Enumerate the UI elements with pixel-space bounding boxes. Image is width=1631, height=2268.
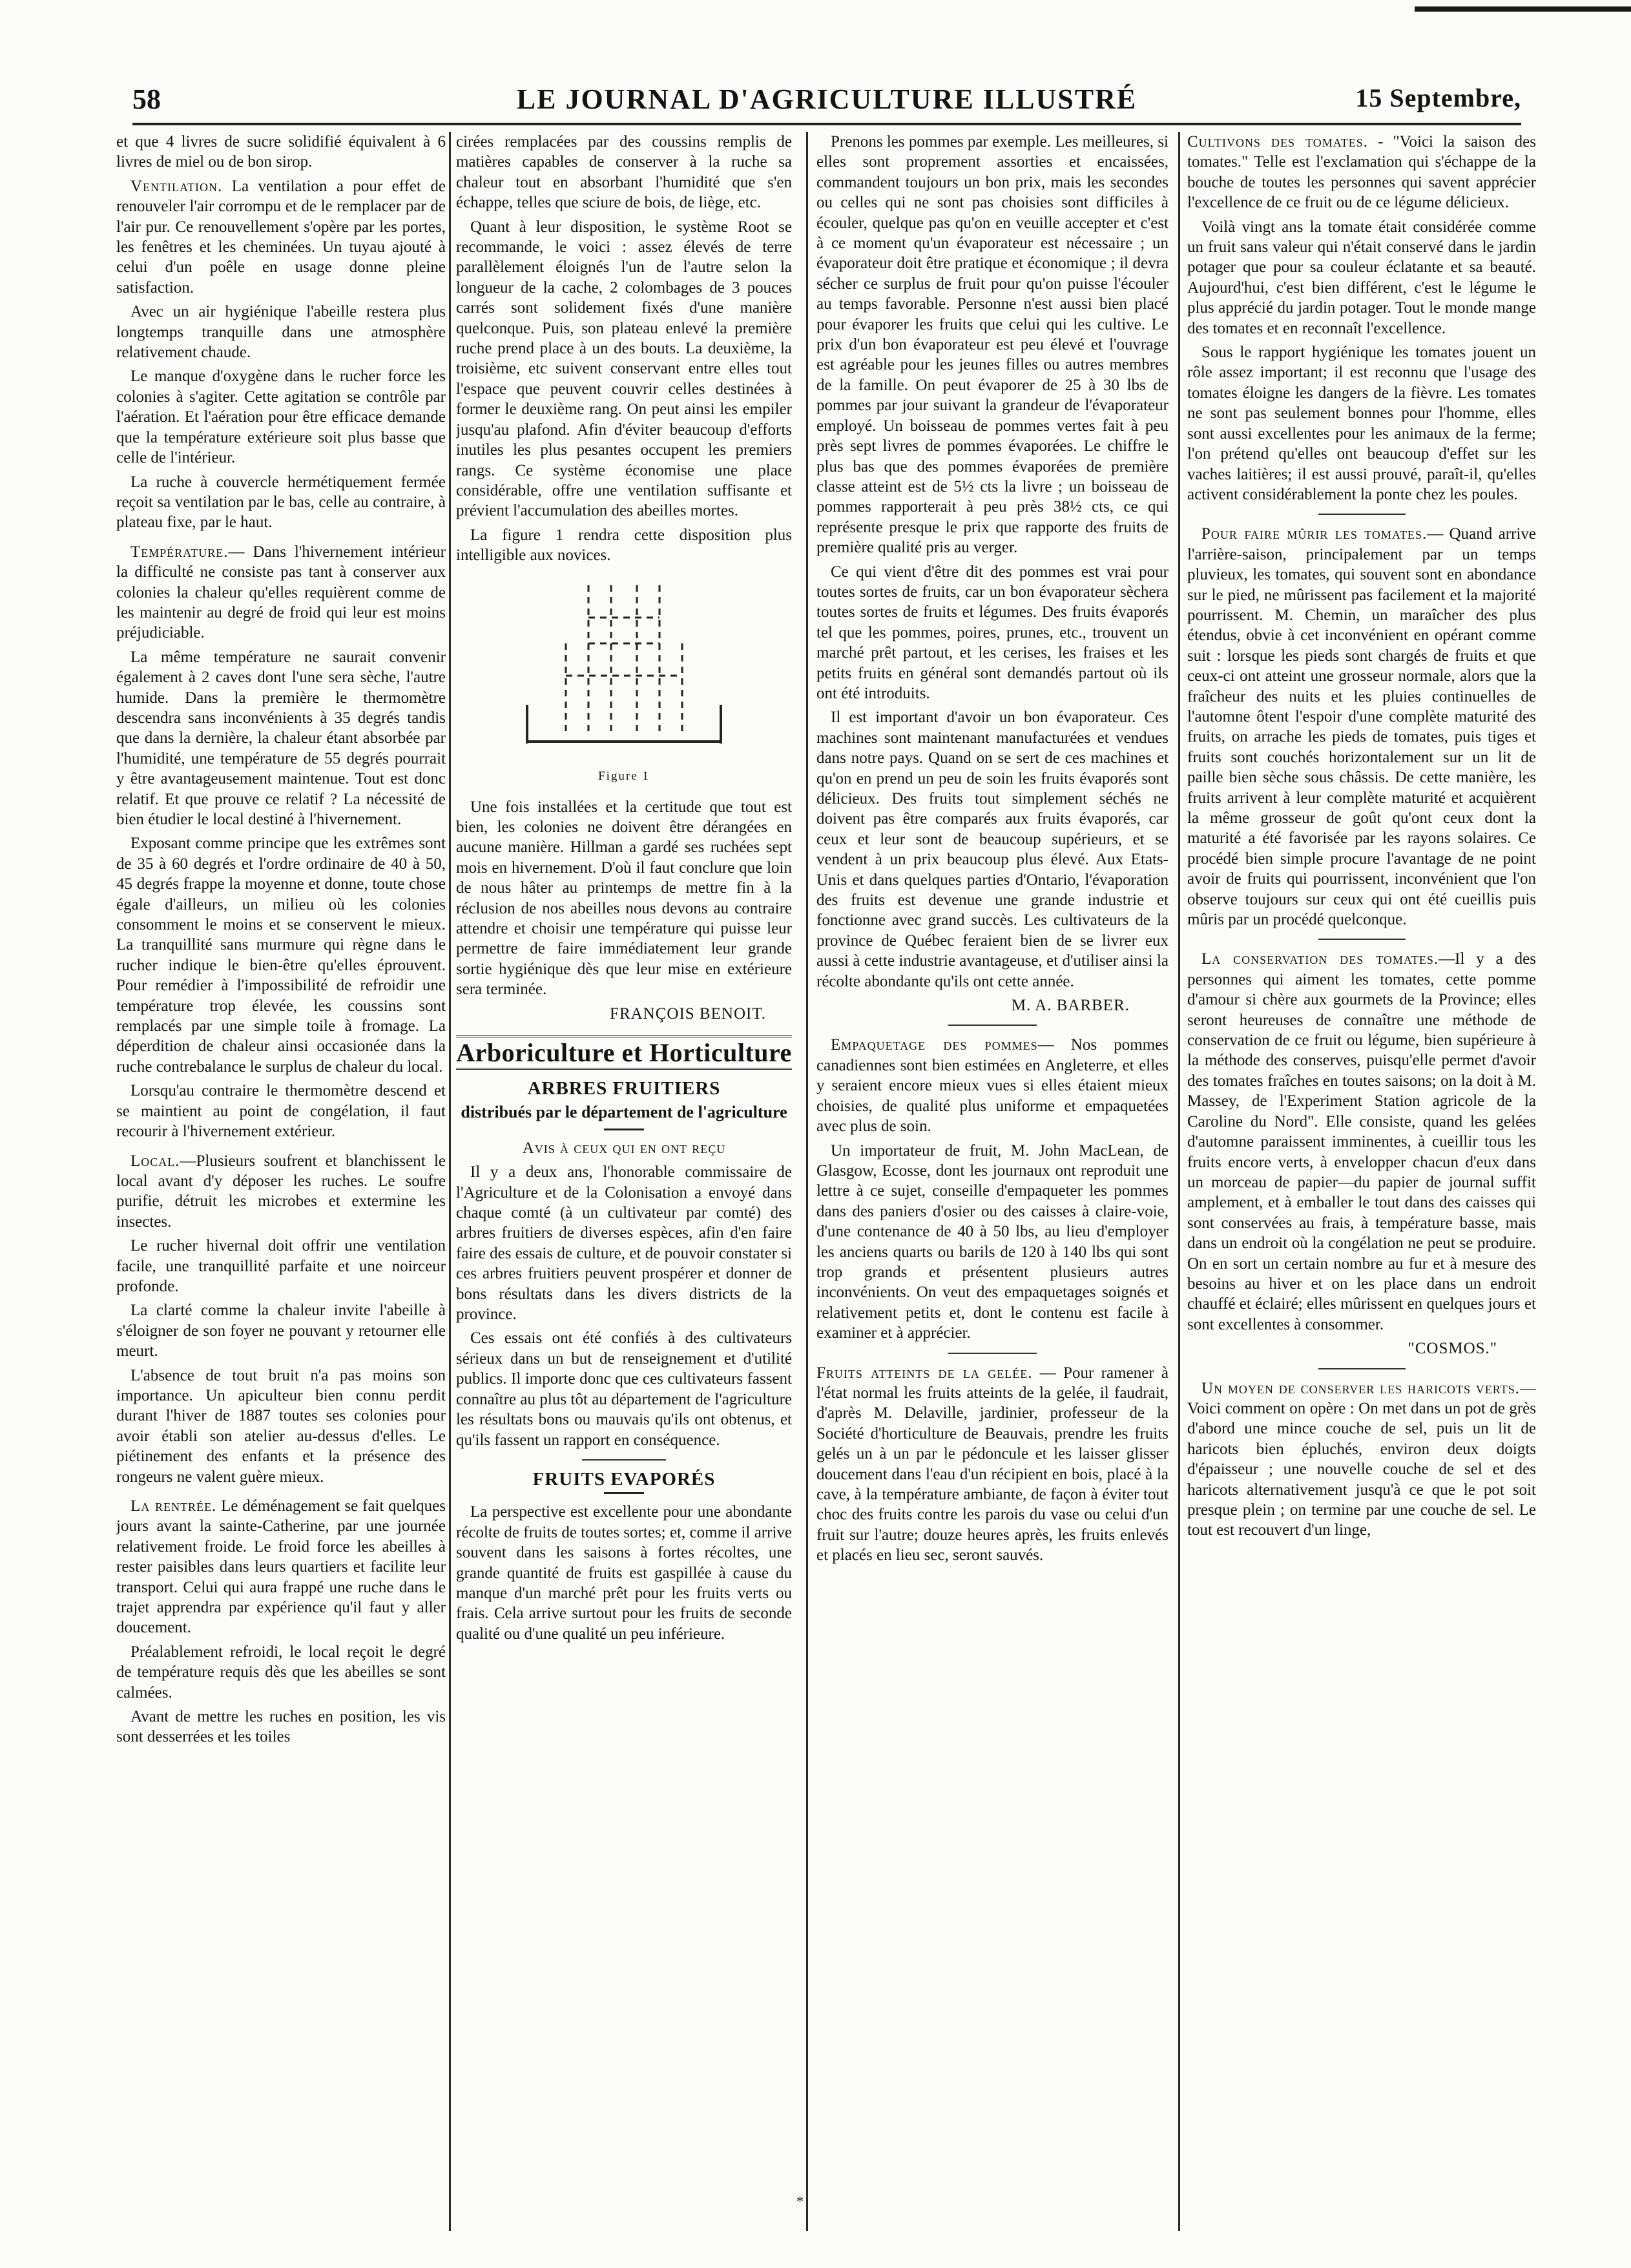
column-divider <box>1178 132 1180 2231</box>
paragraph-local <box>116 1151 446 1233</box>
paragraph: cirées remplacées par des coussins remplis de matières capables de conserver à la ruche sa chaleur tout en absorbant l'humidité que s'en échappe, telles que sciure de bois, de liège, etc. <box>456 133 792 212</box>
paragraph-text: —Il y a des personnes qui aiment les tomates, cette pomme d'amour si chère aux gourmets de la Province; elles seront heureuses de connaître une méthode de conservation de ce fruit ou légume, bien supérieure à la méthode des conserves, puisqu'elle permet d'avoir des tomates fraîches en toutes saisons; on la doit à M. Massey, de l'Experiment Station agricole de la Caroline du Nord". Elle consiste, quand les gelées d'automne paraissent imminentes, à cueillir tous les fruits encore verts, à envelopper chacun d'eux dans un morceau de papier—du papier de journal suffit amplement, et à emballer le tout dans des caisses qui sont conservées au frais, à température basse, mais dans un endroit où la congélation ne peut se produire. On en sort un certain nombre au fur et à mesure des besoins au hiver et on les place dans un endroit chauffé et éclairé; elles mûrissent en quelques jours et sont excellentes à consommer. <box>1187 950 1536 1333</box>
paragraph-heading: Fruits atteints de la gelée. <box>816 1364 1033 1382</box>
paragraph-heading: La rentrée. <box>130 1497 217 1515</box>
paragraph-heading: Ventilation. <box>130 177 223 195</box>
paragraph-empaquetage <box>816 1035 1169 1136</box>
paragraph-heading: Pour faire mûrir les tomates. <box>1201 525 1428 543</box>
paragraph-murir <box>1187 524 1536 930</box>
paragraph-cultivons <box>1187 132 1536 213</box>
paragraph-text: — Quand arrive l'arrière-saison, principalement par un temps pluvieux, les tomates, qui souvent sont en abondance sur le pied, ne mûrissent pas facilement et la majorité pourrissent. M. Chemin, un maraîcher des plus étendus, obvie à cet inconvénient en opérant comme suit : lorsque les pieds sont chargés de fruits et que ceux-ci ont atteint une grosseur normale, alors que la fraîcheur des nuits et les pluies continuelles de l'automne ôtent l'espoir d'une complète maturité des fruits, on arrache les pieds de tomates, puis tiges et fruits sont couchés horizontalement sur un lit de paille bien sèche sous châssis. De cette manière, les fruits arrivent à leur complète maturité et acquièrent la même grosseur de goût qu'ont ceux dont la maturité a été favorisée par les rayons solaires. Ce procédé bien simple procure l'avantage de ne point avoir de fruits qui pourrissent, inconvénient que l'on observe toujours sur ceux qui ont été cueillis puis mûris par un procédé quelconque. <box>1187 525 1536 929</box>
paragraph-text: — Nos pommes canadiennes sont bien estimées en Angleterre, et elles y seraient encore mieux vues si elles étaient mieux choisies, de qualité plus uniforme et empaquetées avec plus de soin. <box>816 1036 1169 1136</box>
paragraph: L'absence de tout bruit n'a pas moins son importance. Un apiculteur bien connu perdit durant l'hiver de 1887 toutes ses colonies pour avoir établi son atelier au-dessus d'elles. Le piétinement des enfants et la présence des rongeurs ne valent guère mieux. <box>116 1366 446 1486</box>
paragraph: Le manque d'oxygène dans le rucher force les colonies à s'agiter. Cette agitation se contrôle par l'aération. Et l'aération pour être efficace demande que la température extérieure soit plus basse que celle de l'intérieur. <box>116 368 446 467</box>
notice-heading: Avis à ceux qui en ont reçu <box>522 1139 726 1157</box>
figure-1 <box>456 572 792 792</box>
paragraph: Sous le rapport hygiénique les tomates jouent un rôle assez important; il est reconnu que l'usage des tomates éloigne les dangers de la fièvre. Les tomates ne sont pas seulement bonnes pour l'homme, elles sont aussi excellentes pour les animaux de la ferme; l'on prétend qu'elles ont beaucoup d'effet sur les vaches laitières; il est aussi prouvé, paraît-il, qu'elles activent considérablement la ponte chez les poules. <box>1187 344 1536 503</box>
column-4 <box>1187 132 1536 2231</box>
section-title: Arboriculture et Horticulture <box>456 1035 792 1070</box>
separator <box>1318 1368 1406 1369</box>
paragraph: Une fois installées et la certitude que tout est bien, les colonies ne doivent être dérangées en aucune manière. Hillman a gardé ses ruchées sept mois en hivernement. D'où il faut conclure que loin de nous hâter au printemps de mettre fin à la réclusion de nos abeilles nous devons au contraire attendre et choisir une température qui puisse leur permettre de faire immédiatement leur grande sortie hygiénique dès que leur mise en extérieure sera terminée. <box>456 798 792 999</box>
short-rule <box>604 1492 644 1494</box>
paragraph: La même température ne saurait convenir également à 2 caves dont l'une sera sèche, l'autre humide. Dans la première le thermomètre descendra sans inconvénients à 35 degrés tandis que dans la dernière, la chaleur étant absorbée par l'humidité, une température de 55 degrés pourrait y être avantageusement maintenue. Tout est donc relatif. Et que prouve ce relatif ? La nécessité de bien étudier le local destiné à l'hivernement. <box>116 648 446 828</box>
separator <box>1318 514 1406 515</box>
paragraph: Le rucher hivernal doit offrir une ventilation facile, une tranquillité parfaite et une noirceur profonde. <box>116 1237 446 1295</box>
paragraph-heading: Local. <box>130 1152 180 1170</box>
paragraph: Avec un air hygiénique l'abeille restera plus longtemps tranquille dans une atmosphère relativement chaude. <box>116 303 446 362</box>
paragraph-heading: Température. <box>130 543 229 561</box>
paragraph: Prenons les pommes par exemple. Les meilleures, si elles sont proprement assorties et encaissées, commandent toujours un bon prix, mais les secondes ou celles qui ne sont pas choisies sont difficiles à écouler, quelque pas qu'on en veuille accepter et c'est à ce moment qu'un évaporateur est nécessaire ; un évaporateur doit être pratique et économique ; il devra sécher ce surplus de fruit pour qu'on puisse l'écouler au temps favorable. Personne n'est aussi bien placé pour évaporer les fruits que celui qui les cultive. Le prix d'un bon évaporateur est peu élevé et l'ouvrage est agréable pour les jeunes filles ou autres membres de la famille. On peut évaporer de 25 à 30 lbs de pommes par jour suivant la grandeur de l'évaporateur employé. Un boisseau de pommes vertes fait à peu près sept livres de pommes évaporées. Le chiffre le plus bas que des pommes évaporées de première classe atteint est de 5½ cts la livre ; un boisseau de pommes rapporterait à peu près 38½ cts, ce qui représente presque le prix que rapporte des fruits de première qualité pris au verger. <box>816 133 1169 557</box>
article-subtitle: distribués par le département de l'agriculture <box>461 1102 787 1121</box>
paragraph-rentree <box>116 1496 446 1638</box>
paragraph: Il est important d'avoir un bon évaporateur. Ces machines sont maintenant manufacturées et vendues dans notre pays. Quand on se sert de ces machines et qu'on en prend un peu de soin les fruits évaporés sont délicieux. Des fruits tout simplement séchés ne doivent pas être comparés aux fruits évaporés, car ceux et leur sont de beaucoup supérieurs, et se vendent à un prix beaucoup plus élevé. Aux Etats-Unis et dans quelques parties d'Ontario, l'évaporation des fruits est devenue une grande industrie et fonctionne avec grand succès. Les cultivateurs de la province de Québec feraient bien de se livrer eux aussi à cette industrie avantageuse, et d'utiliser ainsi la récolte abondante qu'ils ont cette année. <box>816 709 1169 990</box>
paragraph-fruits-geles <box>816 1363 1169 1566</box>
paragraph-ventilation <box>116 176 446 298</box>
paragraph: Préalablement refroidi, le local reçoit le degré de température requis dès que les abeilles se sont calmées. <box>116 1643 446 1701</box>
separator <box>582 1459 666 1461</box>
short-rule <box>604 1129 644 1130</box>
author-signature: M. A. BARBER. <box>1011 997 1130 1015</box>
paragraph: Exposant comme principe que les extrêmes sont de 35 à 60 degrés et l'ordre ordinaire de 40 à 50, 45 degrés frappe la moyenne et donne, toute chose égale d'ailleurs, un milieu où les colonies consomment le moins et se conservent le mieux. La tranquillité sans murmure qui règne dans le rucher indique le bien-être qu'elles éprouvent. Pour remédier à l'impossibilité de refroidir une température trop élevée, les coussins sont remplacés par une simple toile à fromage. La déperdition de chaleur ainsi occasionée dans la ruche contrebalance le surplus de chaleur du local. <box>116 835 446 1076</box>
paragraph: Quant à leur disposition, le système Root se recommande, le voici : assez élevés de terre parallèlement éloignés l'un de l'autre selon la longueur de la cache, 2 colombages de 3 pouces carrés sont solidement fixés d'une manière quelconque. Puis, son plateau enlevé la première ruche prend place à un des bouts. La deuxième, la troisième, etc suivent conservant entre elles tout l'espace que peuvent couvrir celles destinées à former le deuxième rang. On peut ainsi les empiler jusqu'au plafond. Afin d'éviter beaucoup d'efforts inutiles les plus pesantes occupent les premiers rangs. Ce système économise une place considérable, offre une ventilation suffisante et prévient l'accumulation des abeilles mortes. <box>456 218 792 520</box>
hive-stack-diagram <box>508 572 740 766</box>
author-signature: "COSMOS." <box>1408 1340 1497 1358</box>
paragraph: Ces essais ont été confiés à des cultivateurs sérieux dans un but de renseignement et d'utilité publics. Il importe donc que ces cultivateurs fassent connaître au plus tôt au département de l'agriculture les résultats bons ou mauvais qu'ils ont obtenus, et qu'ils fassent un rapport en conséquence. <box>456 1329 792 1449</box>
column-3 <box>816 132 1169 2231</box>
paragraph: La perspective est excellente pour une abondante récolte de fruits de toutes sortes; et, comme il arrive souvent dans les saisons à fortes récoltes, une grande quantité de fruits est gaspillée à cause du manque d'un marché prêt pour les fruits verts ou frais. Cela arrive surtout pour les fruits de seconde qualité ou d'une qualité un peu inférieure. <box>456 1503 792 1643</box>
paragraph: Avant de mettre les ruches en position, les vis sont desserrées et les toiles <box>116 1708 446 1746</box>
paragraph-heading: Cultivons des tomates. <box>1187 133 1369 151</box>
header-rule <box>132 123 1521 125</box>
figure-caption: Figure 1 <box>598 769 650 783</box>
paragraph: La clarté comme la chaleur invite l'abeille à s'éloigner de son foyer ne pouvant y retourner elle meurt. <box>116 1302 446 1360</box>
article-title: ARBRES FRUITIERS <box>527 1078 721 1099</box>
page-number: 58 <box>132 83 161 115</box>
column-divider <box>449 132 451 2231</box>
author-signature: FRANÇOIS BENOIT. <box>610 1004 766 1023</box>
paragraph-text: - "Voici la saison des tomates." Telle est l'exclamation qui s'échappe de la bouche de toutes les personnes qui savent apprécier l'excellence de ce fruit ou de ce légume délicieux. <box>1187 133 1536 212</box>
separator <box>948 1025 1036 1026</box>
paragraph-heading: La conservation des tomates. <box>1201 950 1439 968</box>
paragraph-haricots <box>1187 1378 1536 1541</box>
paragraph: Lorsqu'au contraire le thermomètre descend et se maintient au point de congélation, il faut recourir à l'hivernement extérieur. <box>116 1082 446 1141</box>
article-title: FRUITS EVAPORÉS <box>532 1468 716 1490</box>
column-1 <box>116 132 446 2231</box>
footer-mark: * <box>796 2193 804 2209</box>
paragraph: La ruche à couvercle hermétiquement fermée reçoit sa ventilation par le bas, celle au contraire, à plateau fixe, par le haut. <box>116 473 446 532</box>
separator <box>1318 939 1406 940</box>
paragraph-heading: Empaquetage des pommes <box>831 1036 1038 1054</box>
paragraph: Ce qui vient d'être dit des pommes est vrai pour toutes sortes de fruits, car un bon évaporateur sèchera toutes sortes de fruits et légumes. Des fruits évaporés tel que les pommes, poires, prunes, etc., trouvent un marché prêt partout, et les cerises, les fraises et les petits fruits en général sont demandés partout où ils ont été introduits. <box>816 563 1169 702</box>
paragraph-text: — Pour ramener à l'état normal les fruits atteints de la gelée, il faudrait, d'après M. Delaville, jardinier, professeur de la Société d'horticulture de Beauvais, prendre les fruits gelés un à un par le pédoncule et les laisser glisser doucement dans l'eau d'un récipient en bois, placé à la cave, à la température ambiante, de façon à éviter tout choc des fruits contre les parois du vase ou celui d'un fruit sur l'autre; douze heures après, les fruits enlevés et placés en lieu sec, seront sauvés. <box>816 1364 1169 1565</box>
paragraph: Un importateur de fruit, M. John MacLean, de Glasgow, Ecosse, dont les journaux ont reproduit une lettre à ce sujet, conseille d'empaqueter les pommes dans des paniers d'osier ou des caisses à claire-voie, d'une contenance de 40 à 50 lbs, au lieu d'employer les anciens quarts ou barils de 120 à 140 lbs qui sont trop grands et présentent plusieurs autres inconvénients. On veut des empaquetages soignés et relativement petits et, dont le contenu est facile à examiner et à apprécier. <box>816 1141 1169 1342</box>
column-2 <box>456 132 792 2231</box>
paragraph: La figure 1 rendra cette disposition plus intelligible aux novices. <box>456 526 792 565</box>
paragraph: Voilà vingt ans la tomate était considérée comme un fruit sans valeur qui n'était conservé dans le jardin potager que pour sa couleur éclatante et sa beauté. Aujourd'hui, c'est bien différent, c'est le légume le plus apprécié du jardin potager. Tout le monde mange des tomates et en reconnaît l'excellence. <box>1187 218 1536 337</box>
separator <box>948 1353 1036 1354</box>
paragraph-text: La ventilation a pour effet de renouveler l'air corrompu et de le remplacer par de l'air pur. Ce renouvellement s'opère par les portes, les fenêtres et les cheminées. Un tuyau ajouté à celui d'un poêle en usage donne pleine satisfaction. <box>116 177 446 297</box>
paragraph-text: —Voici comment on opère : On met dans un pot de grès d'abord une mince couche de sel, puis un lit de haricots bien épluchés, environ deux doigts d'épaisseur ; une nouvelle couche de sel et des haricots alternativement jusqu'à ce que le pot soit presque plein ; on termine par une couche de sel. Le tout est recouvert d'un linge, <box>1187 1379 1536 1539</box>
paragraph-heading: Un moyen de conserver les haricots verts. <box>1201 1379 1520 1397</box>
paragraph: et que 4 livres de sucre solidifié équivalent à 6 livres de miel ou de bon sirop. <box>116 133 446 171</box>
issue-date: 15 Septembre, <box>1355 83 1521 112</box>
paragraph-temperature <box>116 542 446 643</box>
column-divider <box>806 132 808 2231</box>
page-header <box>132 83 1521 120</box>
paragraph: Il y a deux ans, l'honorable commissaire de l'Agriculture et de la Colonisation a envoyé dans chaque comté (à un cultivateur par comté) des arbres fruitiers de diverses espèces, afin d'en faire faire des essais de culture, et de pouvoir constater si ces arbres fruitiers peuvent prospérer et donner de bons résultats dans les divers districts de la province. <box>456 1163 792 1324</box>
paragraph-conservation <box>1187 949 1536 1335</box>
paragraph-text: —Plusieurs soufrent et blanchissent le local avant d'y déposer les ruches. Le soufre purifie, détruit les microbes et extermine les insectes. <box>116 1152 446 1231</box>
paragraph-text: Le déménagement se fait quelques jours avant la sainte-Catherine, par une journée relativement froide. Le froid force les abeilles à rester paisibles dans leurs quartiers et facilite leur transport. Celui qui aura frappé une ruche dans le trajet apprendra par expérience qu'il faut y aller doucement. <box>116 1497 446 1637</box>
paragraph-text: — Dans l'hivernement intérieur la difficulté ne consiste pas tant à conserver aux colonies la chaleur qu'elles requièrent comme de les maintenir au degré de froid qui leur est moins préjudiciable. <box>116 543 446 642</box>
journal-title: LE JOURNAL D'AGRICULTURE ILLUSTRÉ <box>516 83 1138 115</box>
top-corner-rule <box>1415 6 1631 12</box>
